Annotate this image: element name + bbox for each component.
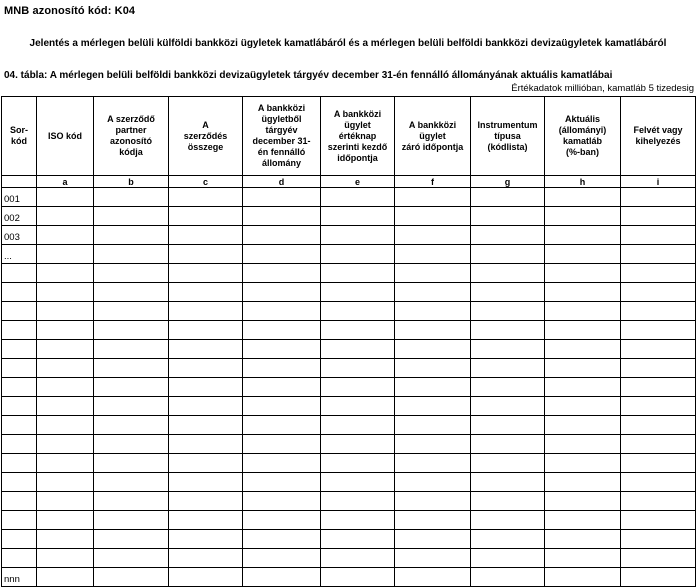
column-header-2: A szerződő partner azonosító kódja <box>94 97 169 176</box>
table-cell[interactable] <box>94 454 169 473</box>
table-cell[interactable] <box>243 359 321 378</box>
table-cell[interactable] <box>321 511 395 530</box>
table-row <box>2 492 696 511</box>
report-title: Jelentés a mérlegen belüli külföldi bankközi ügyletek kamatlábáról és a mérlegen belüli belföldi bankközi devizaügyletek kamatlábáról <box>29 38 667 49</box>
table-cell[interactable] <box>94 283 169 302</box>
table-cell[interactable] <box>395 283 471 302</box>
table-cell[interactable] <box>395 359 471 378</box>
column-header-3: A szerződés összege <box>169 97 243 176</box>
row-code <box>2 397 37 416</box>
table-cell[interactable] <box>94 359 169 378</box>
table-row <box>2 530 696 549</box>
table-cell[interactable] <box>37 207 94 226</box>
table-cell[interactable] <box>321 416 395 435</box>
table-cell[interactable] <box>243 549 321 568</box>
row-code: 001 <box>2 188 37 207</box>
table-row <box>2 473 696 492</box>
column-letter-9: i <box>621 176 696 188</box>
table-cell[interactable] <box>321 397 395 416</box>
table-cell[interactable] <box>169 549 243 568</box>
table-cell[interactable] <box>94 226 169 245</box>
table-cell[interactable] <box>169 473 243 492</box>
table-cell[interactable] <box>37 454 94 473</box>
table-cell[interactable] <box>545 473 621 492</box>
table-cell[interactable] <box>94 245 169 264</box>
table-row <box>2 340 696 359</box>
table-row <box>2 549 696 568</box>
table-cell[interactable] <box>94 549 169 568</box>
table-row <box>2 245 696 264</box>
column-header-9: Felvét vagy kihelyezés <box>621 97 696 176</box>
table-cell[interactable] <box>243 302 321 321</box>
table-cell[interactable] <box>545 397 621 416</box>
table-cell[interactable] <box>169 359 243 378</box>
table-row <box>2 321 696 340</box>
table-cell[interactable] <box>243 473 321 492</box>
table-cell[interactable] <box>395 549 471 568</box>
table-cell[interactable] <box>37 511 94 530</box>
table-cell[interactable] <box>169 264 243 283</box>
table-cell[interactable] <box>621 226 696 245</box>
table-cell[interactable] <box>94 492 169 511</box>
table-cell[interactable] <box>37 397 94 416</box>
table-cell[interactable] <box>395 207 471 226</box>
table-cell[interactable] <box>545 302 621 321</box>
table-cell[interactable] <box>471 264 545 283</box>
table-row <box>2 568 696 587</box>
table-cell[interactable] <box>471 397 545 416</box>
table-cell[interactable] <box>37 492 94 511</box>
table-cell[interactable] <box>169 568 243 587</box>
table-cell[interactable] <box>243 378 321 397</box>
table-cell[interactable] <box>621 188 696 207</box>
table-cell[interactable] <box>395 568 471 587</box>
table-cell[interactable] <box>621 549 696 568</box>
table-cell[interactable] <box>621 359 696 378</box>
table-cell[interactable] <box>321 302 395 321</box>
table-cell[interactable] <box>395 302 471 321</box>
column-letter-8: h <box>545 176 621 188</box>
table-cell[interactable] <box>321 340 395 359</box>
table-cell[interactable] <box>169 321 243 340</box>
table-cell[interactable] <box>545 549 621 568</box>
table-cell[interactable] <box>169 340 243 359</box>
table-cell[interactable] <box>37 264 94 283</box>
table-cell[interactable] <box>471 454 545 473</box>
table-cell[interactable] <box>621 302 696 321</box>
row-code <box>2 321 37 340</box>
table-cell[interactable] <box>37 568 94 587</box>
table-cell[interactable] <box>169 416 243 435</box>
column-letter-1: a <box>37 176 94 188</box>
column-letter-4: d <box>243 176 321 188</box>
table-cell[interactable] <box>471 321 545 340</box>
table-cell[interactable] <box>94 511 169 530</box>
table-cell[interactable] <box>94 340 169 359</box>
table-cell[interactable] <box>545 435 621 454</box>
table-cell[interactable] <box>545 283 621 302</box>
table-cell[interactable] <box>471 416 545 435</box>
table-cell[interactable] <box>471 340 545 359</box>
table-cell[interactable] <box>169 492 243 511</box>
table-cell[interactable] <box>169 435 243 454</box>
row-code <box>2 511 37 530</box>
table-cell[interactable] <box>37 245 94 264</box>
table-cell[interactable] <box>471 511 545 530</box>
table-row <box>2 188 696 207</box>
table-cell[interactable] <box>321 321 395 340</box>
row-code: 002 <box>2 207 37 226</box>
table-cell[interactable] <box>169 397 243 416</box>
row-code <box>2 454 37 473</box>
table-cell[interactable] <box>395 511 471 530</box>
row-code <box>2 359 37 378</box>
table-cell[interactable] <box>169 188 243 207</box>
table-cell[interactable] <box>37 549 94 568</box>
table-cell[interactable] <box>545 264 621 283</box>
table-cell[interactable] <box>321 454 395 473</box>
table-cell[interactable] <box>621 473 696 492</box>
table-cell[interactable] <box>37 302 94 321</box>
table-row <box>2 283 696 302</box>
column-header-5: A bankközi ügylet értéknap szerinti kezdő időpontja <box>321 97 395 176</box>
table-cell[interactable] <box>395 397 471 416</box>
table-cell[interactable] <box>94 321 169 340</box>
table-cell[interactable] <box>243 530 321 549</box>
row-code: ... <box>2 245 37 264</box>
row-code <box>2 473 37 492</box>
table-cell[interactable] <box>94 435 169 454</box>
row-code <box>2 264 37 283</box>
table-cell[interactable] <box>243 283 321 302</box>
table-cell[interactable] <box>321 568 395 587</box>
table-cell[interactable] <box>545 568 621 587</box>
table-cell[interactable] <box>621 264 696 283</box>
table-cell[interactable] <box>395 416 471 435</box>
table-cell[interactable] <box>37 378 94 397</box>
table-cell[interactable] <box>321 530 395 549</box>
table-cell[interactable] <box>37 416 94 435</box>
table-cell[interactable] <box>169 283 243 302</box>
table-cell[interactable] <box>321 378 395 397</box>
table-cell[interactable] <box>621 397 696 416</box>
table-cell[interactable] <box>471 568 545 587</box>
table-cell[interactable] <box>545 492 621 511</box>
table-cell[interactable] <box>545 340 621 359</box>
column-header-1: ISO kód <box>37 97 94 176</box>
table-cell[interactable] <box>169 530 243 549</box>
table-cell[interactable] <box>621 492 696 511</box>
table-cell[interactable] <box>94 397 169 416</box>
table-cell[interactable] <box>243 340 321 359</box>
table-cell[interactable] <box>471 188 545 207</box>
table-cell[interactable] <box>37 435 94 454</box>
table-cell[interactable] <box>471 530 545 549</box>
table-cell[interactable] <box>471 207 545 226</box>
table-cell[interactable] <box>545 454 621 473</box>
table-cell[interactable] <box>321 245 395 264</box>
table-row <box>2 416 696 435</box>
table-cell[interactable] <box>243 416 321 435</box>
table-cell[interactable] <box>395 321 471 340</box>
table-cell[interactable] <box>621 283 696 302</box>
table-cell[interactable] <box>243 397 321 416</box>
table-cell[interactable] <box>395 378 471 397</box>
row-code <box>2 378 37 397</box>
table-cell[interactable] <box>321 264 395 283</box>
table-cell[interactable] <box>621 321 696 340</box>
table-cell[interactable] <box>37 283 94 302</box>
table-cell[interactable] <box>243 435 321 454</box>
table-cell[interactable] <box>321 359 395 378</box>
column-header-0: Sor- kód <box>2 97 37 176</box>
table-cell[interactable] <box>243 226 321 245</box>
table-row <box>2 207 696 226</box>
table-cell[interactable] <box>621 454 696 473</box>
table-cell[interactable] <box>621 568 696 587</box>
column-letter-2: b <box>94 176 169 188</box>
table-cell[interactable] <box>471 473 545 492</box>
table-cell[interactable] <box>169 207 243 226</box>
table-cell[interactable] <box>169 245 243 264</box>
row-code <box>2 530 37 549</box>
table-row <box>2 378 696 397</box>
table-cell[interactable] <box>395 226 471 245</box>
table-cell[interactable] <box>395 492 471 511</box>
table-cell[interactable] <box>169 511 243 530</box>
table-cell[interactable] <box>37 473 94 492</box>
table-cell[interactable] <box>545 530 621 549</box>
table-cell[interactable] <box>621 207 696 226</box>
table-cell[interactable] <box>471 302 545 321</box>
table-cell[interactable] <box>621 530 696 549</box>
table-cell[interactable] <box>169 302 243 321</box>
table-cell[interactable] <box>243 454 321 473</box>
table-cell[interactable] <box>395 473 471 492</box>
table-cell[interactable] <box>545 511 621 530</box>
table-cell[interactable] <box>321 207 395 226</box>
column-letter-5: e <box>321 176 395 188</box>
table-cell[interactable] <box>37 340 94 359</box>
table-cell[interactable] <box>94 568 169 587</box>
column-letter-0 <box>2 176 37 188</box>
table-row <box>2 226 696 245</box>
row-code: nnn <box>2 568 37 587</box>
row-code <box>2 435 37 454</box>
table-cell[interactable] <box>471 359 545 378</box>
table-cell[interactable] <box>321 492 395 511</box>
table-cell[interactable] <box>471 435 545 454</box>
table-cell[interactable] <box>37 321 94 340</box>
table-cell[interactable] <box>395 435 471 454</box>
table-cell[interactable] <box>395 245 471 264</box>
column-letter-7: g <box>471 176 545 188</box>
table-cell[interactable] <box>545 321 621 340</box>
table-row <box>2 397 696 416</box>
table-cell[interactable] <box>321 226 395 245</box>
table-row <box>2 359 696 378</box>
table-cell[interactable] <box>471 492 545 511</box>
table-cell[interactable] <box>395 530 471 549</box>
data-table <box>1 96 696 587</box>
table-cell[interactable] <box>94 188 169 207</box>
table-row <box>2 264 696 283</box>
table-cell[interactable] <box>621 245 696 264</box>
table-cell[interactable] <box>545 207 621 226</box>
table-cell[interactable] <box>471 283 545 302</box>
table-cell[interactable] <box>621 435 696 454</box>
table-cell[interactable] <box>37 359 94 378</box>
table-cell[interactable] <box>243 321 321 340</box>
row-code <box>2 302 37 321</box>
table-cell[interactable] <box>621 511 696 530</box>
row-code <box>2 549 37 568</box>
table-cell[interactable] <box>545 188 621 207</box>
table-cell[interactable] <box>471 245 545 264</box>
table-cell[interactable] <box>321 473 395 492</box>
table-title: 04. tábla: A mérlegen belüli belföldi bankközi devizaügyletek tárgyév december 31-én fennálló állományának aktuális kamatlábai <box>4 70 613 81</box>
table-cell[interactable] <box>37 226 94 245</box>
letter-row <box>2 176 696 188</box>
table-cell[interactable] <box>395 264 471 283</box>
header-row <box>2 97 696 176</box>
table-cell[interactable] <box>621 340 696 359</box>
row-code <box>2 416 37 435</box>
table-cell[interactable] <box>545 226 621 245</box>
table-cell[interactable] <box>243 492 321 511</box>
units-note: Értékadatok millióban, kamatláb 5 tizedesig <box>511 83 694 94</box>
column-letter-3: c <box>169 176 243 188</box>
table-cell[interactable] <box>321 549 395 568</box>
column-header-4: A bankközi ügyletből tárgyév december 31- én fennálló állomány <box>243 97 321 176</box>
row-code <box>2 492 37 511</box>
table-cell[interactable] <box>395 454 471 473</box>
table-cell[interactable] <box>621 416 696 435</box>
table-cell[interactable] <box>321 283 395 302</box>
table-cell[interactable] <box>621 378 696 397</box>
identifier-code: MNB azonosító kód: K04 <box>4 5 136 17</box>
row-code <box>2 340 37 359</box>
table-cell[interactable] <box>243 188 321 207</box>
column-letter-6: f <box>395 176 471 188</box>
table-cell[interactable] <box>321 435 395 454</box>
table-cell[interactable] <box>94 302 169 321</box>
table-cell[interactable] <box>169 454 243 473</box>
table-cell[interactable] <box>94 473 169 492</box>
table-cell[interactable] <box>471 549 545 568</box>
table-row <box>2 302 696 321</box>
column-header-6: A bankközi ügylet záró időpontja <box>395 97 471 176</box>
table-cell[interactable] <box>94 207 169 226</box>
table-cell[interactable] <box>94 416 169 435</box>
row-code: 003 <box>2 226 37 245</box>
table-cell[interactable] <box>37 188 94 207</box>
table-row <box>2 435 696 454</box>
table-cell[interactable] <box>545 416 621 435</box>
table-cell[interactable] <box>545 378 621 397</box>
table-cell[interactable] <box>321 188 395 207</box>
table-cell[interactable] <box>94 378 169 397</box>
table-row <box>2 454 696 473</box>
table-cell[interactable] <box>545 359 621 378</box>
column-header-8: Aktuális (állományi) kamatláb (%-ban) <box>545 97 621 176</box>
table-cell[interactable] <box>169 378 243 397</box>
table-cell[interactable] <box>243 245 321 264</box>
table-cell[interactable] <box>94 530 169 549</box>
table-cell[interactable] <box>545 245 621 264</box>
table-cell[interactable] <box>169 226 243 245</box>
table-cell[interactable] <box>243 511 321 530</box>
table-cell[interactable] <box>243 207 321 226</box>
table-cell[interactable] <box>395 340 471 359</box>
column-header-7: Instrumentum típusa (kódlista) <box>471 97 545 176</box>
table-cell[interactable] <box>395 188 471 207</box>
table-cell[interactable] <box>243 568 321 587</box>
table-row <box>2 511 696 530</box>
table-cell[interactable] <box>471 226 545 245</box>
row-code <box>2 283 37 302</box>
table-cell[interactable] <box>94 264 169 283</box>
table-cell[interactable] <box>471 378 545 397</box>
table-cell[interactable] <box>243 264 321 283</box>
table-cell[interactable] <box>37 530 94 549</box>
